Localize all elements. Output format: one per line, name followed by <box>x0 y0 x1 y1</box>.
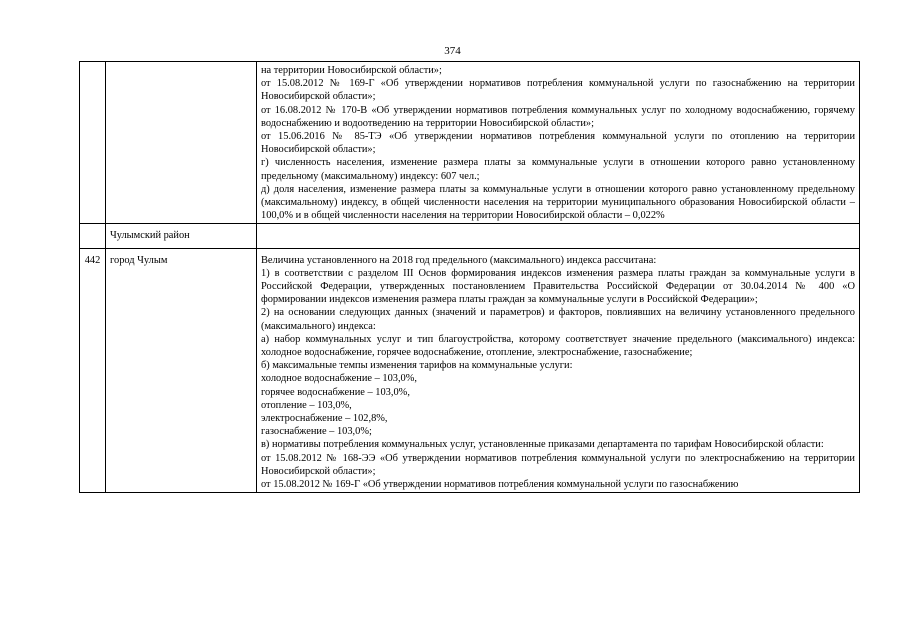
content-line: д) доля населения, изменение размера платы за коммунальные услуги в отношении которого равно установленному предельному (максимальному) индексу, в общей численности населения на территории муниципального образования Новосибирской области – 100,0% и в общей численности населения на территории Новосибирской области – 0,022% <box>261 183 855 222</box>
content-line: а) набор коммунальных услуг и тип благоустройства, которому соответствует значение предельного (максимального) индекса: холодное водоснабжение, горячее водоснабжение, отопление, электроснабжение, газоснабжение; <box>261 333 855 359</box>
content-line: холодное водоснабжение – 103,0%, <box>261 373 418 385</box>
row-content <box>257 62 860 224</box>
row-number: 442 <box>80 248 106 493</box>
district-name: Чулымский район <box>106 224 257 248</box>
content-line: от 15.08.2012 № 168-ЭЭ «Об утверждении нормативов потребления коммунальной услуги по электроснабжению на территории Новосибирской области»; <box>261 452 855 477</box>
content-line: от 16.08.2012 № 170-В «Об утверждении нормативов потребления коммунальных услуг по холодному водоснабжению, горячему водоснабжению и водоотведению на территории Новосибирской области»; <box>261 104 855 129</box>
table-row <box>80 62 860 224</box>
table-row <box>80 248 860 493</box>
content-line: горячее водоснабжение – 103,0%, <box>261 386 410 398</box>
content-line: от 15.08.2012 № 169-Г «Об утверждении нормативов потребления коммунальной услуги по газоснабжению на территории Новосибирской области»; <box>261 78 855 103</box>
content-line: 1) в соответствии с разделом III Основ формирования индексов изменения размера платы граждан за коммунальные услуги в Российской Федерации, утвержденных постановлением Правительства Российской Федерации от 30.04.2014 № 400 «О формировании индексов изменения размера платы граждан за коммунальные услуги в Российской Федерации»; <box>261 267 855 306</box>
content-line: в) нормативы потребления коммунальных услуг, установленные приказами департамента по тарифам Новосибирской области: <box>261 439 824 451</box>
municipality-name <box>106 62 257 224</box>
content-line: Величина установленного на 2018 год предельного (максимального) индекса рассчитана: <box>261 254 657 266</box>
document-table <box>79 61 860 493</box>
row-number <box>80 224 106 248</box>
content-line: от 15.06.2016 № 85-ТЭ «Об утверждении нормативов потребления коммунальной услуги по отоплению на территории Новосибирской области»; <box>261 131 855 156</box>
row-number <box>80 62 106 224</box>
content-line: б) максимальные темпы изменения тарифов на коммунальные услуги: <box>261 360 573 372</box>
content-line: отопление – 103,0%, <box>261 399 352 411</box>
content-line: г) численность населения, изменение размера платы за коммунальные услуги в отношении которого равно установленному предельному (максимальному) индексу: 607 чел.; <box>261 157 855 182</box>
content-line: от 15.08.2012 № 169-Г «Об утверждении нормативов потребления коммунальной услуги по газоснабжению <box>261 479 739 491</box>
content-line: на территории Новосибирской области»; <box>261 65 442 76</box>
row-content <box>257 224 860 248</box>
content-line: электроснабжение – 102,8%, <box>261 413 388 425</box>
page-number: 374 <box>444 45 461 57</box>
municipality-name: город Чулым <box>106 248 257 493</box>
row-content <box>257 248 860 493</box>
content-line: газоснабжение – 103,0%; <box>261 426 372 438</box>
table-row <box>80 224 860 248</box>
content-line: 2) на основании следующих данных (значений и параметров) и факторов, повлиявших на величину установленного предельного (максимального) индекса: <box>261 307 855 332</box>
